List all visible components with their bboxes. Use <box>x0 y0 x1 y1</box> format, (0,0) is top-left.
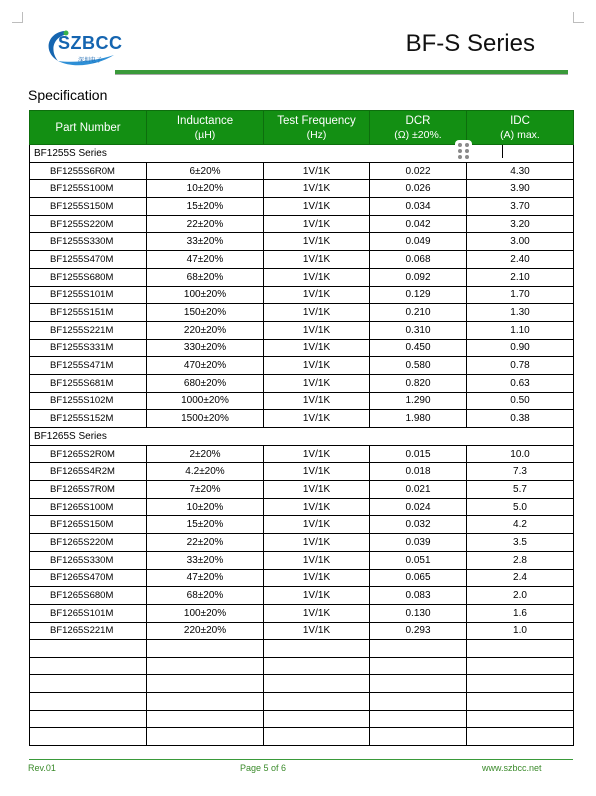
inductance-cell: 100±20% <box>147 604 264 622</box>
empty-table-row <box>30 693 574 711</box>
series-title: BF-S Series <box>405 30 535 57</box>
test-frequency-cell: 1V/1K <box>264 516 370 534</box>
part-number-cell: BF1265S470M <box>30 569 147 587</box>
table-row <box>30 357 574 375</box>
column-header-title: IDC <box>510 114 530 127</box>
empty-cell <box>147 728 264 746</box>
column-header-title: DCR <box>405 114 431 127</box>
part-number-cell: BF1255S330M <box>30 233 147 251</box>
inductance-cell: 15±20% <box>147 516 264 534</box>
table-row <box>30 551 574 569</box>
idc-cell: 1.30 <box>467 304 574 322</box>
part-number-cell: BF1255S220M <box>30 215 147 233</box>
inductance-cell: 68±20% <box>147 268 264 286</box>
part-number-cell: BF1265S7R0M <box>30 481 147 499</box>
table-row <box>30 304 574 322</box>
empty-cell <box>147 710 264 728</box>
test-frequency-cell: 1V/1K <box>264 410 370 428</box>
column-header-unit: (Ω) ±20%. <box>394 128 442 141</box>
test-frequency-cell: 1V/1K <box>264 534 370 552</box>
test-frequency-cell: 1V/1K <box>264 339 370 357</box>
part-number-cell: BF1255S470M <box>30 251 147 269</box>
test-frequency-cell: 1V/1K <box>264 268 370 286</box>
column-header <box>30 111 147 145</box>
idc-cell: 1.10 <box>467 321 574 339</box>
table-row <box>30 180 574 198</box>
part-number-cell: BF1255S152M <box>30 410 147 428</box>
empty-cell <box>467 693 574 711</box>
table-row <box>30 233 574 251</box>
idc-cell: 0.78 <box>467 357 574 375</box>
test-frequency-cell: 1V/1K <box>264 498 370 516</box>
drag-handle-icon[interactable] <box>455 140 472 162</box>
dcr-cell: 1.980 <box>370 410 467 428</box>
test-frequency-cell: 1V/1K <box>264 251 370 269</box>
empty-cell <box>370 728 467 746</box>
idc-cell: 2.40 <box>467 251 574 269</box>
empty-cell <box>30 693 147 711</box>
idc-cell: 2.10 <box>467 268 574 286</box>
part-number-cell: BF1255S6R0M <box>30 162 147 180</box>
empty-table-row <box>30 657 574 675</box>
column-header-title: Inductance <box>176 114 234 127</box>
table-row <box>30 251 574 269</box>
table-row <box>30 604 574 622</box>
empty-cell <box>30 710 147 728</box>
dcr-cell: 0.129 <box>370 286 467 304</box>
empty-table-row <box>30 710 574 728</box>
dcr-cell: 0.051 <box>370 551 467 569</box>
test-frequency-cell: 1V/1K <box>264 445 370 463</box>
empty-table-row <box>30 675 574 693</box>
inductance-cell: 150±20% <box>147 304 264 322</box>
dcr-cell: 0.065 <box>370 569 467 587</box>
column-header-unit: (µH) <box>194 128 216 141</box>
empty-cell <box>370 693 467 711</box>
inductance-cell: 220±20% <box>147 622 264 640</box>
footer-website: www.szbcc.net <box>482 763 542 773</box>
test-frequency-cell: 1V/1K <box>264 587 370 605</box>
table-row <box>30 498 574 516</box>
specification-table <box>29 110 574 746</box>
series-group-row <box>30 145 574 163</box>
table-row <box>30 374 574 392</box>
empty-cell <box>264 640 370 658</box>
inductance-cell: 10±20% <box>147 180 264 198</box>
empty-cell <box>370 710 467 728</box>
empty-table-row <box>30 728 574 746</box>
inductance-cell: 1500±20% <box>147 410 264 428</box>
idc-cell: 3.20 <box>467 215 574 233</box>
section-title: Specification <box>28 87 108 103</box>
idc-cell: 3.5 <box>467 534 574 552</box>
idc-cell: 3.90 <box>467 180 574 198</box>
idc-cell: 4.2 <box>467 516 574 534</box>
idc-cell: 1.0 <box>467 622 574 640</box>
page-corner-mark <box>12 12 23 23</box>
test-frequency-cell: 1V/1K <box>264 180 370 198</box>
empty-cell <box>467 675 574 693</box>
part-number-cell: BF1255S680M <box>30 268 147 286</box>
empty-cell <box>30 640 147 658</box>
idc-cell: 2.4 <box>467 569 574 587</box>
dcr-cell: 1.290 <box>370 392 467 410</box>
inductance-cell: 22±20% <box>147 534 264 552</box>
part-number-cell: BF1255S681M <box>30 374 147 392</box>
test-frequency-cell: 1V/1K <box>264 481 370 499</box>
table-row <box>30 463 574 481</box>
dcr-cell: 0.034 <box>370 198 467 216</box>
table-row <box>30 321 574 339</box>
test-frequency-cell: 1V/1K <box>264 233 370 251</box>
footer-divider <box>29 759 573 760</box>
idc-cell: 0.90 <box>467 339 574 357</box>
dcr-cell: 0.024 <box>370 498 467 516</box>
inductance-cell: 330±20% <box>147 339 264 357</box>
dcr-cell: 0.022 <box>370 162 467 180</box>
test-frequency-cell: 1V/1K <box>264 198 370 216</box>
idc-cell: 1.6 <box>467 604 574 622</box>
idc-cell: 0.63 <box>467 374 574 392</box>
table-row <box>30 622 574 640</box>
dcr-cell: 0.021 <box>370 481 467 499</box>
dcr-cell: 0.026 <box>370 180 467 198</box>
part-number-cell: BF1255S100M <box>30 180 147 198</box>
test-frequency-cell: 1V/1K <box>264 357 370 375</box>
part-number-cell: BF1265S680M <box>30 587 147 605</box>
inductance-cell: 1000±20% <box>147 392 264 410</box>
inductance-cell: 33±20% <box>147 233 264 251</box>
inductance-cell: 2±20% <box>147 445 264 463</box>
part-number-cell: BF1255S101M <box>30 286 147 304</box>
empty-cell <box>264 675 370 693</box>
dcr-cell: 0.130 <box>370 604 467 622</box>
inductance-cell: 100±20% <box>147 286 264 304</box>
inductance-cell: 68±20% <box>147 587 264 605</box>
dcr-cell: 0.018 <box>370 463 467 481</box>
empty-cell <box>467 657 574 675</box>
company-logo <box>44 25 140 67</box>
inductance-cell: 4.2±20% <box>147 463 264 481</box>
inductance-cell: 680±20% <box>147 374 264 392</box>
series-group-label: BF1265S Series <box>30 428 574 446</box>
logo-subtext: 深圳电子 <box>78 58 103 64</box>
part-number-cell: BF1265S220M <box>30 534 147 552</box>
text-cursor <box>502 145 503 158</box>
table-row <box>30 392 574 410</box>
header-divider-shadow <box>115 74 568 75</box>
page-corner-mark <box>573 12 584 23</box>
test-frequency-cell: 1V/1K <box>264 162 370 180</box>
empty-cell <box>467 728 574 746</box>
table-row <box>30 339 574 357</box>
idc-cell: 0.50 <box>467 392 574 410</box>
empty-cell <box>370 675 467 693</box>
inductance-cell: 47±20% <box>147 569 264 587</box>
part-number-cell: BF1265S101M <box>30 604 147 622</box>
dcr-cell: 0.015 <box>370 445 467 463</box>
column-header <box>370 111 467 145</box>
column-header <box>147 111 264 145</box>
table-row <box>30 534 574 552</box>
part-number-cell: BF1255S151M <box>30 304 147 322</box>
dcr-cell: 0.042 <box>370 215 467 233</box>
idc-cell: 0.38 <box>467 410 574 428</box>
test-frequency-cell: 1V/1K <box>264 286 370 304</box>
part-number-cell: BF1265S150M <box>30 516 147 534</box>
idc-cell: 10.0 <box>467 445 574 463</box>
part-number-cell: BF1255S150M <box>30 198 147 216</box>
part-number-cell: BF1265S221M <box>30 622 147 640</box>
part-number-cell: BF1265S2R0M <box>30 445 147 463</box>
dcr-cell: 0.210 <box>370 304 467 322</box>
dcr-cell: 0.450 <box>370 339 467 357</box>
dcr-cell: 0.820 <box>370 374 467 392</box>
dcr-cell: 0.310 <box>370 321 467 339</box>
test-frequency-cell: 1V/1K <box>264 551 370 569</box>
test-frequency-cell: 1V/1K <box>264 304 370 322</box>
table-row <box>30 410 574 428</box>
column-header <box>467 111 574 145</box>
table-row <box>30 516 574 534</box>
table-row <box>30 198 574 216</box>
part-number-cell: BF1255S221M <box>30 321 147 339</box>
test-frequency-cell: 1V/1K <box>264 463 370 481</box>
part-number-cell: BF1265S4R2M <box>30 463 147 481</box>
footer-revision: Rev.01 <box>28 763 56 773</box>
empty-cell <box>264 693 370 711</box>
idc-cell: 2.0 <box>467 587 574 605</box>
column-header-unit: (A) max. <box>500 128 540 141</box>
table-row <box>30 215 574 233</box>
empty-cell <box>147 657 264 675</box>
test-frequency-cell: 1V/1K <box>264 569 370 587</box>
empty-cell <box>370 640 467 658</box>
dcr-cell: 0.092 <box>370 268 467 286</box>
empty-cell <box>147 640 264 658</box>
inductance-cell: 33±20% <box>147 551 264 569</box>
empty-cell <box>30 675 147 693</box>
table-row <box>30 587 574 605</box>
empty-cell <box>147 693 264 711</box>
empty-cell <box>264 657 370 675</box>
footer-page-number: Page 5 of 6 <box>240 763 287 773</box>
column-header-title: Test Frequency <box>277 114 356 127</box>
column-header-title: Part Number <box>55 121 121 134</box>
empty-table-row <box>30 640 574 658</box>
empty-cell <box>467 640 574 658</box>
test-frequency-cell: 1V/1K <box>264 604 370 622</box>
inductance-cell: 47±20% <box>147 251 264 269</box>
test-frequency-cell: 1V/1K <box>264 392 370 410</box>
series-group-row <box>30 428 574 446</box>
dcr-cell: 0.083 <box>370 587 467 605</box>
idc-cell: 4.30 <box>467 162 574 180</box>
idc-cell: 5.7 <box>467 481 574 499</box>
table-row <box>30 569 574 587</box>
table-row <box>30 445 574 463</box>
empty-cell <box>30 657 147 675</box>
table-row <box>30 481 574 499</box>
column-header <box>264 111 370 145</box>
dcr-cell: 0.293 <box>370 622 467 640</box>
table-row <box>30 286 574 304</box>
inductance-cell: 220±20% <box>147 321 264 339</box>
empty-cell <box>264 728 370 746</box>
inductance-cell: 10±20% <box>147 498 264 516</box>
inductance-cell: 6±20% <box>147 162 264 180</box>
idc-cell: 3.00 <box>467 233 574 251</box>
test-frequency-cell: 1V/1K <box>264 215 370 233</box>
dcr-cell: 0.580 <box>370 357 467 375</box>
test-frequency-cell: 1V/1K <box>264 374 370 392</box>
empty-cell <box>30 728 147 746</box>
part-number-cell: BF1255S331M <box>30 339 147 357</box>
part-number-cell: BF1265S100M <box>30 498 147 516</box>
idc-cell: 5.0 <box>467 498 574 516</box>
part-number-cell: BF1255S471M <box>30 357 147 375</box>
column-header-unit: (Hz) <box>306 128 327 141</box>
empty-cell <box>467 710 574 728</box>
dcr-cell: 0.039 <box>370 534 467 552</box>
idc-cell: 3.70 <box>467 198 574 216</box>
idc-cell: 7.3 <box>467 463 574 481</box>
series-group-label: BF1255S Series <box>30 145 574 163</box>
dcr-cell: 0.032 <box>370 516 467 534</box>
inductance-cell: 7±20% <box>147 481 264 499</box>
table-row <box>30 162 574 180</box>
inductance-cell: 15±20% <box>147 198 264 216</box>
dcr-cell: 0.068 <box>370 251 467 269</box>
empty-cell <box>147 675 264 693</box>
dcr-cell: 0.049 <box>370 233 467 251</box>
inductance-cell: 470±20% <box>147 357 264 375</box>
idc-cell: 1.70 <box>467 286 574 304</box>
test-frequency-cell: 1V/1K <box>264 622 370 640</box>
part-number-cell: BF1265S330M <box>30 551 147 569</box>
inductance-cell: 22±20% <box>147 215 264 233</box>
empty-cell <box>370 657 467 675</box>
test-frequency-cell: 1V/1K <box>264 321 370 339</box>
table-header-row <box>30 111 574 145</box>
part-number-cell: BF1255S102M <box>30 392 147 410</box>
idc-cell: 2.8 <box>467 551 574 569</box>
table-row <box>30 268 574 286</box>
empty-cell <box>264 710 370 728</box>
logo-text: SZBCC <box>58 33 123 53</box>
